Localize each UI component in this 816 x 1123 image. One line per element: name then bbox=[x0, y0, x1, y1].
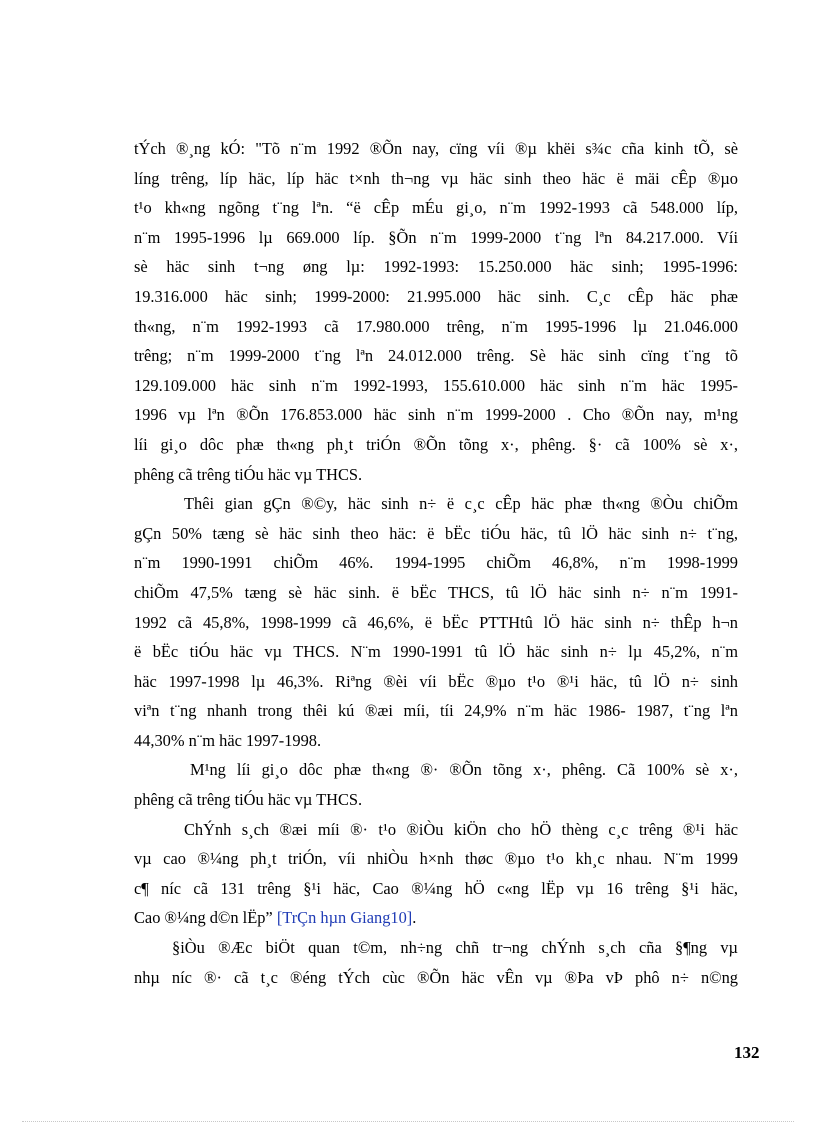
page-number: 132 bbox=[734, 1043, 760, 1062]
text-line: n¨m 1990-1991 chiÕm 46%. 1994-1995 chiÕm 46,8%, n¨m 1998-1999 bbox=[134, 553, 738, 573]
text-line: ë bËc tiÓu häc vµ THCS. N¨m 1990-1991 tû lÖ häc sinh n÷ lµ 45,2%, n¨m bbox=[134, 642, 738, 662]
text-line: 19.316.000 häc sinh; 1999-2000: 21.995.000 häc sinh. C¸c cÊp häc phæ bbox=[134, 286, 738, 306]
body-text bbox=[134, 134, 738, 992]
text-line: sè häc sinh t¬ng øng lµ: 1992-1993: 15.250.000 häc sinh; 1995-1996: bbox=[134, 257, 738, 277]
text-line: líng trêng, líp häc, líp häc t×nh th¬ng vµ häc sinh theo häc ë mäi cÊp ®µo bbox=[134, 168, 738, 188]
text-line: líi gi¸o dôc phæ th«ng ph¸t triÓn ®Õn tõng x·, phêng. §· cã 100% sè x·, bbox=[134, 434, 738, 454]
text-line-with-citation bbox=[134, 903, 738, 933]
paragraph-first-line: Thêi gian gÇn ®©y, häc sinh n÷ ë c¸c cÊp häc phæ th«ng ®Òu chiÕm bbox=[184, 494, 738, 514]
text-line: phêng cã trêng tiÓu häc vµ THCS. bbox=[134, 464, 363, 484]
text-line: vµ cao ®¼ng ph¸t triÓn, víi nhiÒu h×nh thøc ®µo t¹o kh¸c nhau. N¨m 1999 bbox=[134, 849, 738, 869]
text-line: 1996 vµ lªn ®Õn 176.853.000 häc sinh n¨m 1999-2000 . Cho ®Õn nay, m¹ng bbox=[134, 405, 738, 425]
text-line: tÝch ®¸ng kÓ: "Tõ n¨m 1992 ®Õn nay, cïng víi ®µ khëi s¾c cña kinh tÕ, sè bbox=[134, 139, 738, 158]
text-line: nhµ níc ®· cã t¸c ®éng tÝch cùc ®Õn häc vÊn vµ ®Þa vÞ phô n÷ n©ng bbox=[134, 967, 738, 987]
text-line: trêng; n¨m 1999-2000 t¨ng lªn 24.012.000 trêng. Sè häc sinh cïng t¨ng tõ bbox=[134, 346, 738, 366]
text-line: t¹o kh«ng ngõng t¨ng lªn. “ë cÊp mÉu gi¸o, n¨m 1992-1993 cã 548.000 líp, bbox=[134, 198, 738, 218]
citation-suffix: . bbox=[412, 908, 417, 928]
text-line: 1992 cã 45,8%, 1998-1999 cã 46,6%, ë bËc PTTHtû lÖ häc sinh n÷ thÊp h¬n bbox=[134, 612, 738, 632]
text-line: n¨m 1995-1996 lµ 669.000 líp. §Õn n¨m 1999-2000 t¨ng lªn 84.217.000. Víi bbox=[134, 227, 738, 247]
text-line: 129.109.000 häc sinh n¨m 1992-1993, 155.610.000 häc sinh n¨m häc 1995- bbox=[134, 375, 738, 395]
text-line: th«ng, n¨m 1992-1993 cã 17.980.000 trêng, n¨m 1995-1996 lµ 21.046.000 bbox=[134, 316, 738, 336]
page-bottom-divider bbox=[22, 1121, 794, 1122]
text-line: häc 1997-1998 lµ 46,3%. Riªng ®èi víi bËc ®µo t¹o ®¹i häc, tû lÖ n÷ sinh bbox=[134, 671, 738, 691]
text-line: 44,30% n¨m häc 1997-1998. bbox=[134, 730, 322, 750]
citation-link[interactable]: [TrÇn hµn Giang10] bbox=[276, 908, 413, 928]
text-line: gÇn 50% tæng sè häc sinh theo häc: ë bËc tiÓu häc, tû lÖ häc sinh n÷ t¨ng, bbox=[134, 523, 738, 543]
paragraph-first-line: §iÒu ®Æc biÖt quan t©m, nh÷ng chñ tr¬ng chÝnh s¸ch cña §¶ng vµ bbox=[172, 938, 738, 958]
text-line: phêng cã trêng tiÓu häc vµ THCS. bbox=[134, 790, 363, 810]
text-line: c¶ níc cã 131 trêng §¹i häc, Cao ®¼ng hÖ c«ng lËp vµ 16 trêng §¹i häc, bbox=[134, 878, 738, 898]
paragraph-first-line: ChÝnh s¸ch ®æi míi ®· t¹o ®iÒu kiÖn cho hÖ thèng c¸c trêng ®¹i häc bbox=[184, 819, 738, 839]
text-segment: Cao ®¼ng d©n lËp” bbox=[134, 908, 273, 928]
text-line: chiÕm 47,5% tæng sè häc sinh. ë bËc THCS, tû lÖ häc sinh n÷ n¨m 1991- bbox=[134, 582, 738, 602]
paragraph-first-line: M¹ng líi gi¸o dôc phæ th«ng ®· ®Õn tõng x·, phêng. Cã 100% sè x·, bbox=[190, 760, 738, 780]
text-line: viªn t¨ng nhanh trong thêi kú ®æi míi, tíi 24,9% n¨m häc 1986- 1987, t¨ng lªn bbox=[134, 701, 738, 721]
